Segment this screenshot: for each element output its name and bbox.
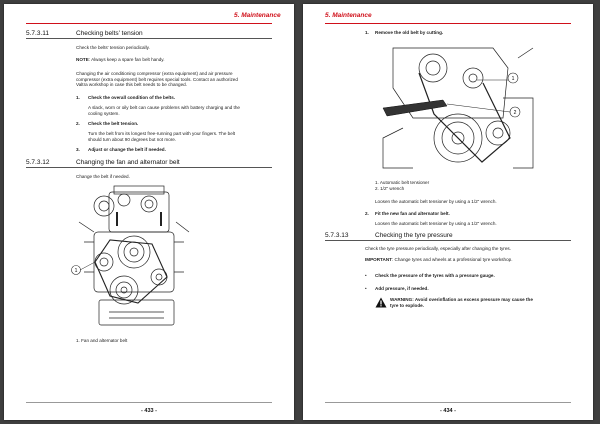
warning-icon bbox=[375, 297, 387, 308]
important-note bbox=[365, 257, 513, 263]
section-number: 5.7.3.11 bbox=[26, 30, 50, 37]
figure-legend: 1. Automatic belt tensioner bbox=[375, 180, 430, 185]
warning-text: tyre to explode. bbox=[390, 302, 424, 308]
step-text: should turn about 90 degrees but not more. bbox=[88, 136, 177, 142]
step-title: Fit the new fan and alternator belt. bbox=[375, 211, 450, 216]
figure-legend: 1. Fan and alternator belt bbox=[76, 338, 128, 343]
section-title: Checking the tyre pressure bbox=[375, 232, 453, 239]
paragraph: Loosen the automatic belt tensioner by using a 1/2" wrench. bbox=[375, 199, 497, 204]
note bbox=[76, 57, 165, 63]
step-text: A slack, worn or oily belt can cause problems with battery charging and the bbox=[88, 105, 240, 110]
section-number: 5.7.3.13 bbox=[325, 232, 349, 239]
bullet-text: Add pressure, if needed. bbox=[375, 286, 429, 291]
section-number: 5.7.3.12 bbox=[26, 159, 50, 166]
right-page bbox=[303, 4, 593, 420]
warning-text: WARNING: Avoid overinflation as excess pressure may cause the bbox=[390, 297, 533, 302]
paragraph: Changing the air conditioning compressor (extra equipment) and air pressure bbox=[76, 71, 233, 76]
note-label: NOTE bbox=[76, 57, 89, 62]
important-label: IMPORTANT bbox=[365, 257, 392, 262]
page-number: - 433 - bbox=[141, 408, 157, 414]
section-heading bbox=[26, 29, 272, 39]
section-title: Changing the fan and alternator belt bbox=[76, 159, 180, 166]
paragraph: Check the tyre pressure periodically, especially after changing the tyres. bbox=[365, 246, 511, 251]
step-number: 1. bbox=[76, 95, 80, 100]
step-number: 2. bbox=[76, 121, 80, 126]
footer-rule bbox=[325, 402, 571, 403]
bullet-icon: • bbox=[365, 286, 367, 291]
callout-number: 1 bbox=[511, 76, 515, 82]
figure-legend: 2. 1/2" wrench bbox=[375, 186, 405, 191]
paragraph: Change the belt if needed. bbox=[76, 174, 130, 179]
callout-number: 2 bbox=[513, 110, 517, 116]
callout-number: 1 bbox=[74, 268, 78, 274]
paragraph: compressor (extra equipment) belt requires special tools. Contact an authorized bbox=[76, 76, 238, 82]
footer-rule bbox=[26, 402, 272, 403]
tensioner-illustration bbox=[373, 38, 543, 178]
step-text: cooling system. bbox=[88, 110, 120, 116]
step-title: Check the overall condition of the belts. bbox=[88, 95, 176, 100]
section-heading bbox=[26, 158, 272, 168]
page-number: - 434 - bbox=[440, 408, 456, 414]
step-number: 2. bbox=[365, 211, 369, 216]
step-title: Remove the old belt by cutting. bbox=[375, 30, 444, 35]
section-title: Checking belts' tension bbox=[76, 30, 143, 37]
chapter-header: 5. Maintenance bbox=[234, 12, 281, 19]
paragraph: Valtra workshop in case this belt needs to be changed. bbox=[76, 82, 187, 88]
bullet-text: Check the pressure of the tyres with a pressure gauge. bbox=[375, 273, 495, 278]
step-number: 1. bbox=[365, 30, 369, 35]
engine-illustration bbox=[64, 182, 194, 332]
header-rule bbox=[26, 23, 272, 24]
header-rule bbox=[325, 23, 571, 24]
section-heading bbox=[325, 231, 571, 241]
bullet-icon: • bbox=[365, 273, 367, 278]
left-page bbox=[4, 4, 294, 420]
note-text: : Always keep a spare fan belt handy. bbox=[88, 57, 165, 62]
step-title: Check the belt tension. bbox=[88, 121, 139, 126]
chapter-header: 5. Maintenance bbox=[325, 12, 372, 19]
step-text: Loosen the automatic belt tensioner by using a 1/2" wrench. bbox=[375, 221, 497, 226]
step-number: 3. bbox=[76, 147, 80, 152]
paragraph: Check the belts' tension periodically. bbox=[76, 45, 150, 50]
important-text: : Change tyres and wheels at a professional tyre workshop. bbox=[391, 257, 513, 262]
step-title: Adjust or change the belt if needed. bbox=[88, 147, 166, 152]
step-text: Turn the belt from its longest free-running part with your fingers. The belt bbox=[88, 131, 236, 136]
